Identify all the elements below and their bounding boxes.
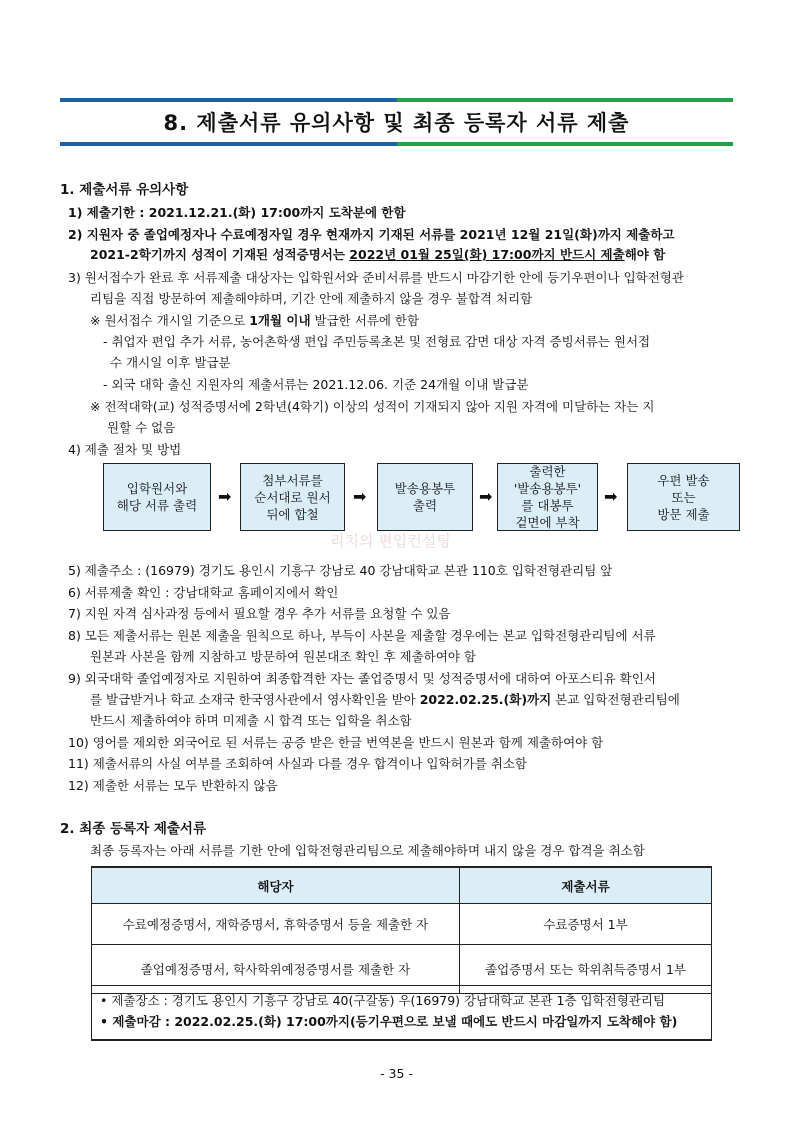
arrow-right-icon: ➡ bbox=[479, 487, 493, 506]
title-bottom-rule bbox=[60, 142, 733, 146]
item-3-line2: 리팀을 직접 방문하여 제출해야하며, 기간 안에 제출하지 않을 경우 불합격 처리함 bbox=[90, 291, 533, 306]
item-1: 1) 제출기한 : 2021.12.21.(화) 17:00까지 도착분에 한함 bbox=[68, 205, 406, 220]
section2-heading: 2. 최종 등록자 제출서류 bbox=[60, 821, 206, 837]
submission-deadline: • 제출마감 : 2022.02.25.(화) 17:00까지(등기우편으로 보낼 때에도 반드시 마감일까지 도착해야 함) bbox=[100, 1014, 678, 1029]
submission-table bbox=[91, 866, 712, 994]
note-2-line2: 원할 수 없음 bbox=[107, 420, 176, 435]
table-cell: 졸업증명서 또는 학위취득증명서 1부 bbox=[460, 945, 712, 994]
item-9-line3: 반드시 제출하여야 하며 미제출 시 합격 또는 입학을 취소함 bbox=[90, 713, 412, 728]
item-8-line1: 8) 모든 제출서류는 원본 제출을 원칙으로 하나, 부득이 사본을 제출할 경우에는 본교 입학전형관리팀에 서류 bbox=[68, 628, 656, 643]
dash-2: - 외국 대학 출신 지원자의 제출서류는 2021.12.06. 기준 24개월 이내 발급분 bbox=[103, 377, 529, 392]
dash-1-line2: 수 개시일 이후 발급분 bbox=[110, 355, 231, 370]
table-row bbox=[92, 904, 712, 945]
item-3-line1: 3) 원서접수가 완료 후 서류제출 대상자는 입학원서와 준비서류를 반드시 마감기한 안에 등기우편이나 입학전형관 bbox=[68, 270, 684, 285]
flow-step-3: 발송용봉투 출력 bbox=[377, 463, 473, 531]
arrow-right-icon: ➡ bbox=[604, 487, 618, 506]
item-9-line1: 9) 외국대학 졸업예정자로 지원하여 최종합격한 자는 졸업증명서 및 성적증명서에 대하여 아포스티유 확인서 bbox=[68, 671, 656, 686]
page-title: 8. 제출서류 유의사항 및 최종 등록자 서류 제출 bbox=[163, 111, 630, 135]
section2-intro: 최종 등록자는 아래 서류를 기한 안에 입학전형관리팀으로 제출해야하며 내지 않을 경우 합격을 취소함 bbox=[90, 843, 645, 858]
arrow-right-icon: ➡ bbox=[353, 487, 367, 506]
item-10: 10) 영어를 제외한 외국어로 된 서류는 공증 받은 한글 번역본을 반드시 원본과 함께 제출하여야 함 bbox=[68, 735, 604, 750]
table-header: 해당자 bbox=[92, 867, 460, 904]
table-header-row bbox=[92, 867, 712, 904]
note-2-line1: ※ 전적대학(교) 성적증명서에 2학년(4학기) 이상의 성적이 기재되지 않아 지원 자격에 미달하는 자는 지 bbox=[90, 399, 655, 414]
watermark: 리치의 편입컨설팅 bbox=[330, 532, 451, 550]
item-6: 6) 서류제출 확인 : 강남대학교 홈페이지에서 확인 bbox=[68, 585, 339, 600]
table-cell: 졸업예정증명서, 학사학위예정증명서를 제출한 자 bbox=[92, 945, 460, 994]
item-4: 4) 제출 절차 및 방법 bbox=[68, 442, 182, 457]
dash-1-line1: - 취업자 편입 추가 서류, 농어촌학생 편입 주민등록초본 및 전형료 감면 대상 자격 증빙서류는 원서접 bbox=[103, 334, 651, 349]
item-2-line1: 2) 지원자 중 졸업예정자나 수료예정자일 경우 현재까지 기재된 서류를 2021년 12월 21일(화)까지 제출하고 bbox=[68, 227, 675, 242]
table-header: 제출서류 bbox=[460, 867, 712, 904]
flow-step-4: 출력한 '발송용봉투' 를 대봉투 겉면에 부착 bbox=[497, 463, 598, 531]
table-cell: 수료예정증명서, 재학증명서, 휴학증명서 등을 제출한 자 bbox=[92, 904, 460, 945]
item-8-line2: 원본과 사본을 함께 지참하고 방문하여 원본대조 확인 후 제출하여야 함 bbox=[90, 649, 476, 664]
submission-note-box bbox=[91, 985, 712, 1041]
item-5: 5) 제출주소 : (16979) 경기도 용인시 기흥구 강남로 40 강남대학교 본관 110호 입학전형관리팀 앞 bbox=[68, 563, 613, 578]
item-12: 12) 제출한 서류는 모두 반환하지 않음 bbox=[68, 778, 278, 793]
item-11: 11) 제출서류의 사실 여부를 조회하여 사실과 다를 경우 합격이나 입학허가를 취소함 bbox=[68, 756, 527, 771]
page-number: - 35 - bbox=[380, 1066, 413, 1081]
flow-step-2: 첨부서류를 순서대로 원서 뒤에 합철 bbox=[240, 463, 345, 531]
item-7: 7) 지원 자격 심사과정 등에서 필요할 경우 추가 서류를 요청할 수 있음 bbox=[68, 606, 451, 621]
flow-step-5: 우편 발송 또는 방문 제출 bbox=[627, 463, 740, 531]
section1-heading: 1. 제출서류 유의사항 bbox=[60, 182, 189, 198]
arrow-right-icon: ➡ bbox=[218, 487, 232, 506]
submission-place: • 제출장소 : 경기도 용인시 기흥구 강남로 40(구갈동) 우(16979) 강남대학교 본관 1층 입학전형관리팀 bbox=[100, 993, 666, 1008]
note-1: ※ 원서접수 개시일 기준으로 1개월 이내 발급한 서류에 한함 bbox=[90, 313, 420, 328]
flow-step-1: 입학원서와 해당 서류 출력 bbox=[103, 463, 211, 531]
title-top-rule bbox=[60, 98, 733, 102]
table-cell: 수료증명서 1부 bbox=[460, 904, 712, 945]
item-2-line2: 2021-2학기까지 성적이 기재된 성적증명서는 2022년 01월 25일(화) 17:00까지 반드시 제출해야 함 bbox=[90, 247, 666, 262]
item-9-line2: 를 발급받거나 학교 소재국 한국영사관에서 영사확인을 받아 2022.02.25.(화)까지 본교 입학전형관리팀에 bbox=[90, 692, 680, 707]
